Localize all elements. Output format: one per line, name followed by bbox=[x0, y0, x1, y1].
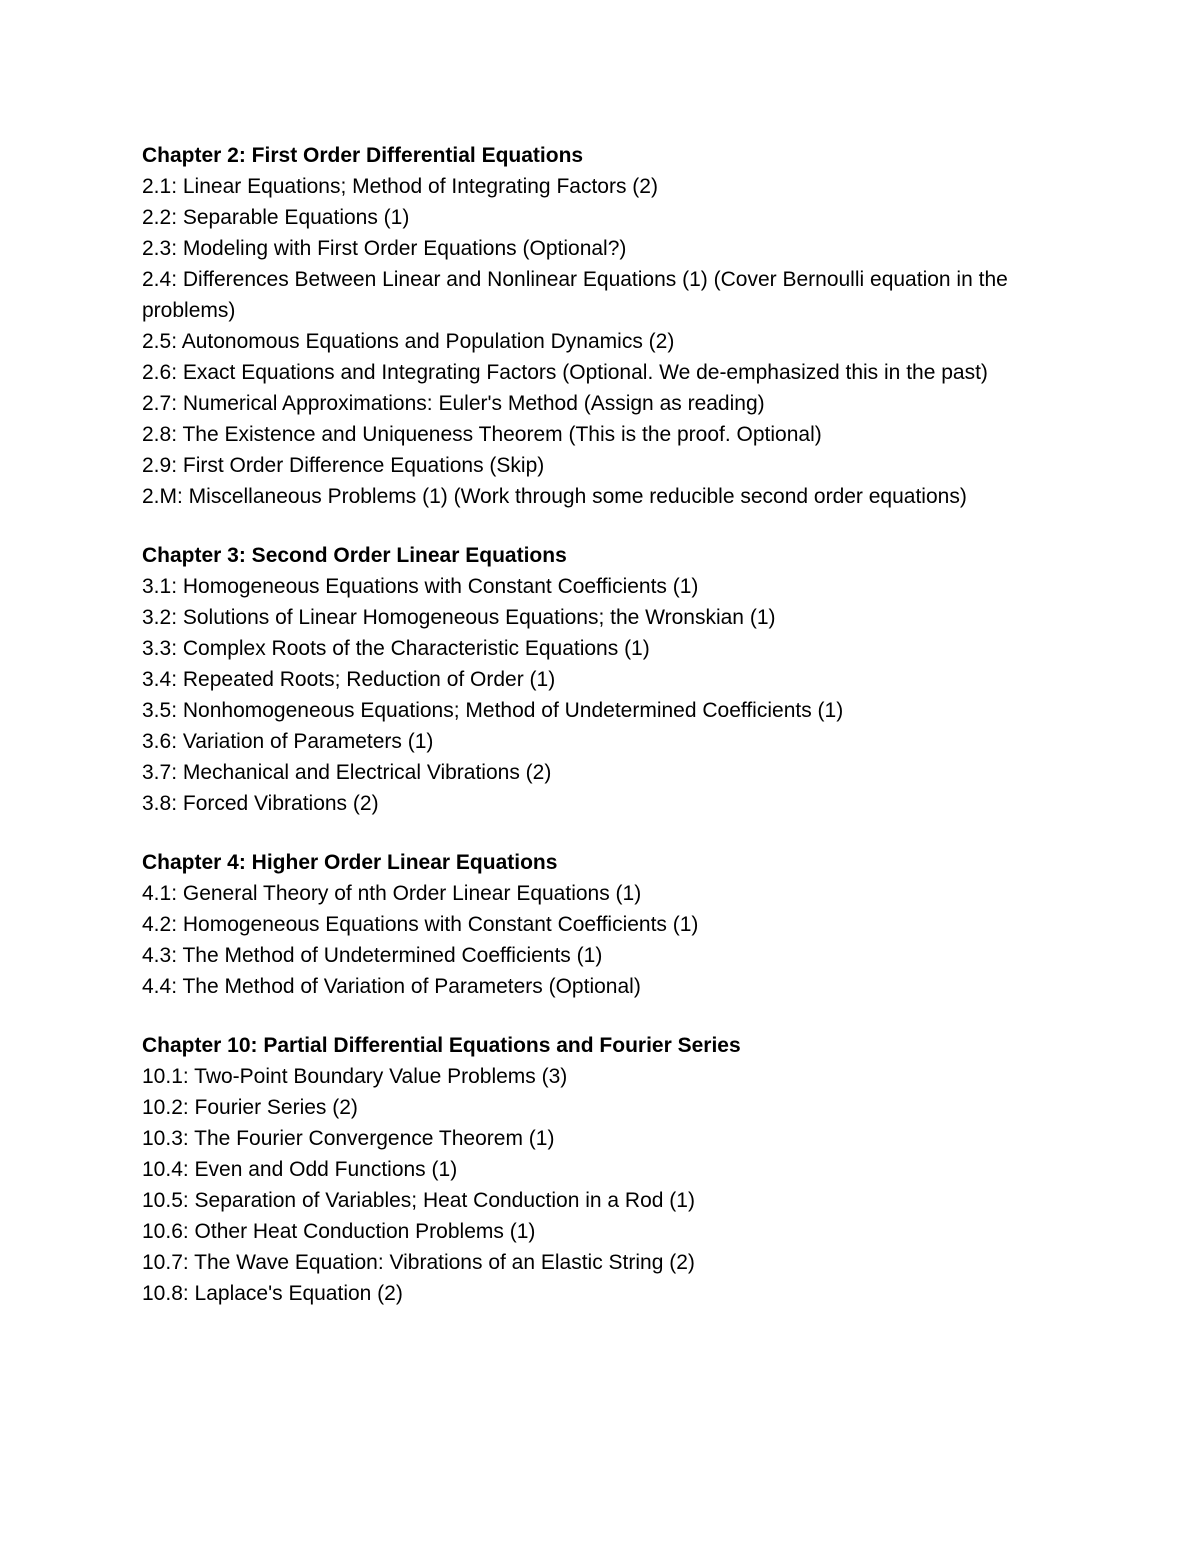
section-item: 10.1: Two-Point Boundary Value Problems (3) bbox=[142, 1065, 568, 1088]
document-page bbox=[142, 140, 1062, 1337]
chapter-10 bbox=[142, 1030, 1062, 1309]
chapter-title: Chapter 3: Second Order Linear Equations bbox=[142, 544, 567, 567]
section-item: 10.3: The Fourier Convergence Theorem (1) bbox=[142, 1127, 555, 1150]
section-item: 2.8: The Existence and Uniqueness Theorem (This is the proof. Optional) bbox=[142, 423, 822, 446]
section-item: 3.3: Complex Roots of the Characteristic Equations (1) bbox=[142, 637, 650, 660]
section-item: 10.8: Laplace's Equation (2) bbox=[142, 1282, 403, 1305]
section-item: 3.8: Forced Vibrations (2) bbox=[142, 792, 379, 815]
section-item: 4.3: The Method of Undetermined Coefficients (1) bbox=[142, 944, 603, 967]
section-item: 4.4: The Method of Variation of Parameters (Optional) bbox=[142, 975, 641, 998]
chapter-title: Chapter 2: First Order Differential Equations bbox=[142, 144, 584, 167]
section-item: 10.6: Other Heat Conduction Problems (1) bbox=[142, 1220, 536, 1243]
section-item: 2.1: Linear Equations; Method of Integrating Factors (2) bbox=[142, 175, 658, 198]
chapter-title: Chapter 10: Partial Differential Equations and Fourier Series bbox=[142, 1034, 741, 1057]
section-item: 4.1: General Theory of nth Order Linear Equations (1) bbox=[142, 882, 642, 905]
section-item: 2.7: Numerical Approximations: Euler's Method (Assign as reading) bbox=[142, 392, 765, 415]
chapter-3 bbox=[142, 540, 1062, 819]
section-item: 2.4: Differences Between Linear and Nonlinear Equations (1) (Cover Bernoulli equation in the problems) bbox=[142, 268, 1008, 322]
chapter-title: Chapter 4: Higher Order Linear Equations bbox=[142, 851, 558, 874]
section-item: 2.5: Autonomous Equations and Population Dynamics (2) bbox=[142, 330, 675, 353]
section-item: 10.4: Even and Odd Functions (1) bbox=[142, 1158, 458, 1181]
section-item: 2.6: Exact Equations and Integrating Factors (Optional. We de-emphasized this in the past) bbox=[142, 361, 988, 384]
section-item: 3.6: Variation of Parameters (1) bbox=[142, 730, 434, 753]
section-item: 3.5: Nonhomogeneous Equations; Method of Undetermined Coefficients (1) bbox=[142, 699, 844, 722]
section-item: 10.5: Separation of Variables; Heat Conduction in a Rod (1) bbox=[142, 1189, 695, 1212]
section-item: 2.9: First Order Difference Equations (Skip) bbox=[142, 454, 545, 477]
chapter-2 bbox=[142, 140, 1062, 512]
section-item: 2.3: Modeling with First Order Equations (Optional?) bbox=[142, 237, 627, 260]
section-item: 3.7: Mechanical and Electrical Vibrations (2) bbox=[142, 761, 552, 784]
section-item: 2.M: Miscellaneous Problems (1) (Work through some reducible second order equations) bbox=[142, 485, 967, 508]
section-item: 3.4: Repeated Roots; Reduction of Order (1) bbox=[142, 668, 556, 691]
chapter-4 bbox=[142, 847, 1062, 1002]
section-item: 4.2: Homogeneous Equations with Constant Coefficients (1) bbox=[142, 913, 699, 936]
section-item: 10.2: Fourier Series (2) bbox=[142, 1096, 358, 1119]
section-item: 10.7: The Wave Equation: Vibrations of an Elastic String (2) bbox=[142, 1251, 695, 1274]
section-item: 3.1: Homogeneous Equations with Constant Coefficients (1) bbox=[142, 575, 699, 598]
section-item: 3.2: Solutions of Linear Homogeneous Equations; the Wronskian (1) bbox=[142, 606, 776, 629]
section-item: 2.2: Separable Equations (1) bbox=[142, 206, 410, 229]
